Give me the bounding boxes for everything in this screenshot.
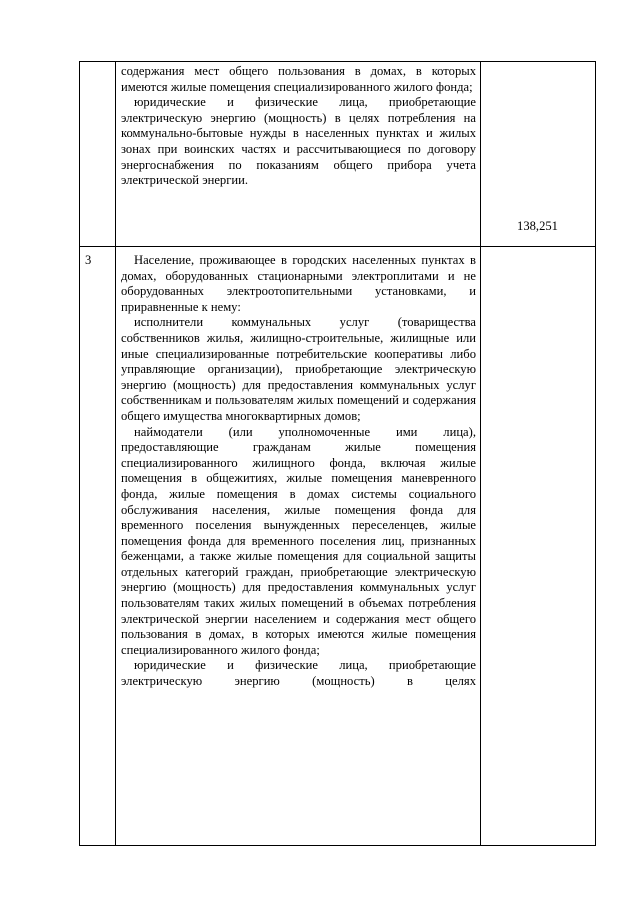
column-divider-2	[480, 61, 481, 846]
row-2-number: 3	[85, 253, 92, 267]
row-divider	[79, 246, 596, 247]
row-1-paragraph-1: содержания мест общего пользования в домах, в которых имеются жилые помещения специализированного жилого фонда;	[121, 64, 476, 94]
row-2-description	[121, 253, 476, 690]
row-1-value: 138,251	[517, 219, 558, 233]
row-2-paragraph-2: исполнители коммунальных услуг (товарищества собственников жилья, жилищно-строительные, жилищные или иные специализированные потребительские кооперативы либо управляющие организации), приобретающие электрическую энергию (мощность) для предоставления коммунальных услуг собственникам и пользователям жилых помещений и содержания общего имущества многоквартирных домов;	[121, 315, 476, 423]
row-1-paragraph-2: юридические и физические лица, приобретающие электрическую энергию (мощность) в целях потребления на коммунально-бытовые нужды в населенных пунктах и жилых зонах при воинских частях и рассчитывающиеся по договору энергоснабжения по показаниям общего прибора учета электрической энергии.	[121, 95, 476, 188]
row-2-paragraph-1: Население, проживающее в городских населенных пунктах в домах, оборудованных стационарными электроплитами и не оборудованных электроотопительными установками, и приравненные к нему:	[121, 253, 476, 314]
table-bottom-border	[79, 845, 596, 846]
row-2-paragraph-3: наймодатели (или уполномоченные ими лица), предоставляющие гражданам жилые помещения специализированного жилищного фонда, включая жилые помещения в общежитиях, жилые помещения маневренного фонда, жилые помещения в домах системы социального обслуживания населения, жилые помещения фонда для временного поселения вынужденных переселенцев, жилые помещения фонда для временного поселения лиц, признанных беженцами, а также жилые помещения для социальной защиты отдельных категорий граждан, приобретающие электрическую энергию (мощность) для предоставления коммунальных услуг пользователям таких жилых помещений в объемах потребления электрической энергии населением и содержания мест общего пользования в домах, в которых имеются жилые помещения специализированного жилого фонда;	[121, 424, 476, 657]
row-1-description	[121, 64, 476, 189]
table-left-border	[79, 61, 80, 846]
table-top-border	[79, 61, 596, 62]
table-right-border	[595, 61, 596, 846]
column-divider-1	[115, 61, 116, 846]
row-2-paragraph-4: юридические и физические лица, приобретающие электрическую энергию (мощность) в целях	[121, 658, 476, 689]
